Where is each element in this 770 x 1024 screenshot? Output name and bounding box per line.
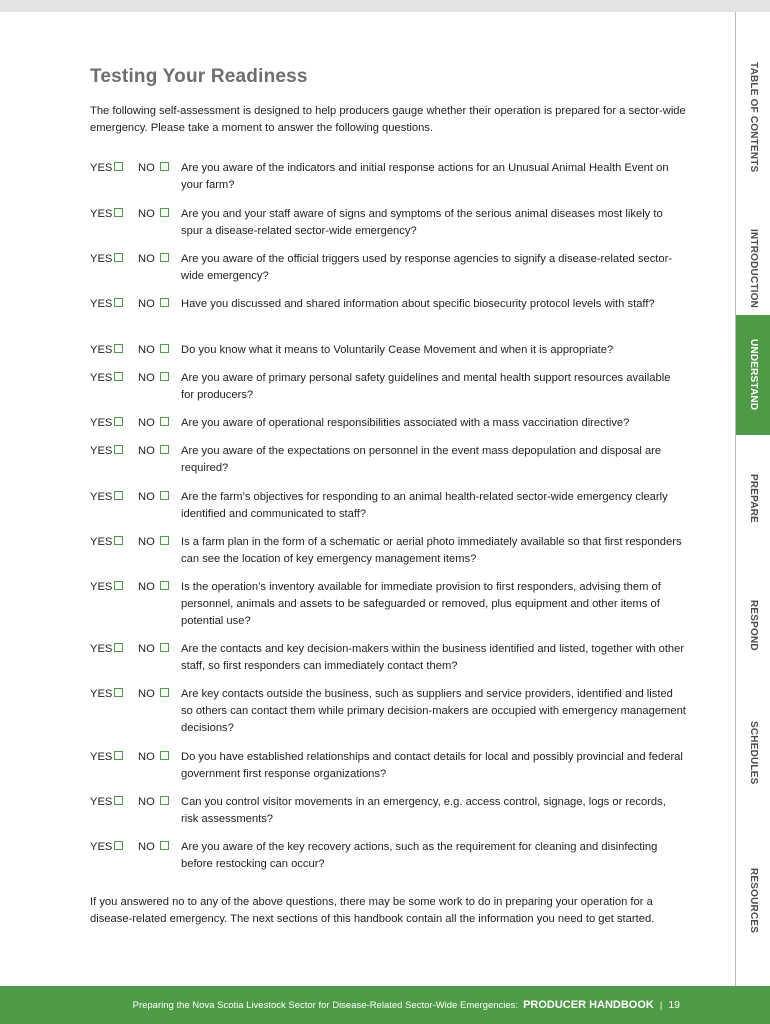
- yes-checkbox[interactable]: [114, 688, 123, 697]
- tab-label: UNDERSTAND: [748, 339, 759, 411]
- yes-label: YES: [90, 751, 113, 763]
- no-checkbox[interactable]: [160, 796, 169, 805]
- tab-table-of-contents[interactable]: [736, 12, 770, 222]
- no-label: NO: [138, 751, 155, 763]
- question-text: Can you control visitor movements in an emergency, e.g. access control, signage, logs or records, risk assessments?: [181, 796, 666, 825]
- tab-label: SCHEDULES: [748, 720, 759, 785]
- question-text: Are key contacts outside the business, such as suppliers and service providers, identified and listed so others can contact them while primary decision-makers are occupied with emergency management decisions?: [181, 688, 686, 734]
- closing-paragraph: If you answered no to any of the above questions, there may be some work to do in preparing your operation for a disease-related emergency. The next sections of this handbook contain all the information you need to get started.: [90, 896, 655, 925]
- no-checkbox[interactable]: [160, 344, 169, 353]
- no-checkbox[interactable]: [160, 491, 169, 500]
- yes-label: YES: [90, 298, 113, 310]
- no-label: NO: [138, 796, 155, 808]
- question-text: Are you aware of primary personal safety guidelines and mental health support resources available for producers?: [181, 372, 671, 401]
- no-checkbox[interactable]: [160, 253, 169, 262]
- no-label: NO: [138, 298, 155, 310]
- no-label: NO: [138, 417, 155, 429]
- no-checkbox[interactable]: [160, 536, 169, 545]
- question-text: Are you aware of the key recovery actions, such as the requirement for cleaning and disinfecting before restocking can occur?: [181, 841, 658, 870]
- yes-label: YES: [90, 796, 113, 808]
- no-checkbox[interactable]: [160, 751, 169, 760]
- yes-label: YES: [90, 643, 113, 655]
- no-label: NO: [138, 344, 155, 356]
- yes-label: YES: [90, 536, 113, 548]
- question-text: Have you discussed and shared information about specific biosecurity protocol levels with staff?: [181, 298, 655, 310]
- yes-checkbox[interactable]: [114, 445, 123, 454]
- yes-label: YES: [90, 162, 113, 174]
- yes-checkbox[interactable]: [114, 253, 123, 262]
- no-checkbox[interactable]: [160, 581, 169, 590]
- yes-label: YES: [90, 417, 113, 429]
- no-checkbox[interactable]: [160, 298, 169, 307]
- no-checkbox[interactable]: [160, 417, 169, 426]
- yes-label: YES: [90, 344, 113, 356]
- yes-checkbox[interactable]: [114, 417, 123, 426]
- no-label: NO: [138, 581, 155, 593]
- yes-checkbox[interactable]: [114, 208, 123, 217]
- yes-label: YES: [90, 581, 113, 593]
- page-title: Testing Your Readiness: [90, 66, 308, 87]
- tab-schedules[interactable]: [736, 689, 770, 816]
- sidebar-nav: [735, 12, 770, 986]
- tab-label: PREPARE: [748, 473, 759, 523]
- tab-understand[interactable]: [736, 315, 770, 435]
- tab-prepare[interactable]: [736, 435, 770, 562]
- question-text: Is the operation’s inventory available for immediate provision to first responders, advising them of personnel, animals and assets to be safeguarded or removed, plus equipment and other items of potential use?: [181, 581, 661, 627]
- tab-label: RESPOND: [748, 600, 759, 651]
- no-label: NO: [138, 536, 155, 548]
- yes-checkbox[interactable]: [114, 372, 123, 381]
- yes-checkbox[interactable]: [114, 536, 123, 545]
- no-checkbox[interactable]: [160, 208, 169, 217]
- question-text: Do you know what it means to Voluntarily Cease Movement and when it is appropriate?: [181, 344, 614, 356]
- no-checkbox[interactable]: [160, 372, 169, 381]
- yes-label: YES: [90, 445, 113, 457]
- no-checkbox[interactable]: [160, 162, 169, 171]
- yes-checkbox[interactable]: [114, 643, 123, 652]
- top-bar: [0, 0, 770, 12]
- no-label: NO: [138, 162, 155, 174]
- no-label: NO: [138, 372, 155, 384]
- no-checkbox[interactable]: [160, 445, 169, 454]
- footer-handbook-title: PRODUCER HANDBOOK: [523, 999, 654, 1011]
- no-checkbox[interactable]: [160, 643, 169, 652]
- tab-introduction[interactable]: [736, 222, 770, 315]
- question-text: Are the contacts and key decision-makers within the business identified and listed, together with other staff, so first responders can immediately contact them?: [181, 643, 685, 672]
- footer-text: Preparing the Nova Scotia Livestock Sector for Disease-Related Sector-Wide Emergencies:: [132, 999, 519, 1011]
- yes-checkbox[interactable]: [114, 581, 123, 590]
- yes-label: YES: [90, 491, 113, 503]
- question-text: Are you aware of operational responsibilities associated with a mass vaccination directive?: [181, 417, 630, 429]
- tab-respond[interactable]: [736, 562, 770, 689]
- no-label: NO: [138, 491, 155, 503]
- page-footer: [0, 986, 770, 1024]
- no-label: NO: [138, 253, 155, 265]
- question-text: Are you and your staff aware of signs and symptoms of the serious animal diseases most likely to spur a disease-related sector-wide emergency?: [181, 208, 663, 237]
- no-label: NO: [138, 688, 155, 700]
- intro-paragraph: The following self-assessment is designed to help producers gauge whether their operation is prepared for a sector-wide emergency. Please take a moment to answer the following questions.: [90, 105, 686, 134]
- no-label: NO: [138, 208, 155, 220]
- footer-separator: |: [659, 999, 663, 1011]
- yes-label: YES: [90, 688, 113, 700]
- yes-checkbox[interactable]: [114, 491, 123, 500]
- yes-checkbox[interactable]: [114, 344, 123, 353]
- yes-label: YES: [90, 208, 113, 220]
- question-text: Is a farm plan in the form of a schematic or aerial photo immediately available so that first responders can see the location of key emergency management items?: [181, 536, 682, 565]
- question-text: Are you aware of the indicators and initial response actions for an Unusual Animal Health Event on your farm?: [181, 162, 669, 191]
- question-text: Are you aware of the official triggers used by response agencies to signify a disease-related sector-wide emergency?: [181, 253, 673, 282]
- yes-checkbox[interactable]: [114, 162, 123, 171]
- yes-label: YES: [90, 841, 113, 853]
- no-checkbox[interactable]: [160, 688, 169, 697]
- yes-checkbox[interactable]: [114, 298, 123, 307]
- yes-checkbox[interactable]: [114, 751, 123, 760]
- tab-resources[interactable]: [736, 816, 770, 986]
- tab-label: INTRODUCTION: [748, 228, 759, 309]
- question-text: Do you have established relationships and contact details for local and possibly provincial and federal government first response organizations?: [181, 751, 683, 780]
- page-number: 19: [668, 999, 680, 1011]
- yes-checkbox[interactable]: [114, 796, 123, 805]
- tab-label: TABLE OF CONTENTS: [748, 61, 759, 173]
- no-label: NO: [138, 445, 155, 457]
- tab-label: RESOURCES: [748, 868, 759, 934]
- no-label: NO: [138, 841, 155, 853]
- no-label: NO: [138, 643, 155, 655]
- yes-label: YES: [90, 372, 113, 384]
- no-checkbox[interactable]: [160, 841, 169, 850]
- question-text: Are the farm’s objectives for responding to an animal health-related sector-wide emergency clearly identified and communicated to staff?: [181, 491, 668, 520]
- yes-label: YES: [90, 253, 113, 265]
- question-text: Are you aware of the expectations on personnel in the event mass depopulation and disposal are required?: [181, 445, 662, 474]
- yes-checkbox[interactable]: [114, 841, 123, 850]
